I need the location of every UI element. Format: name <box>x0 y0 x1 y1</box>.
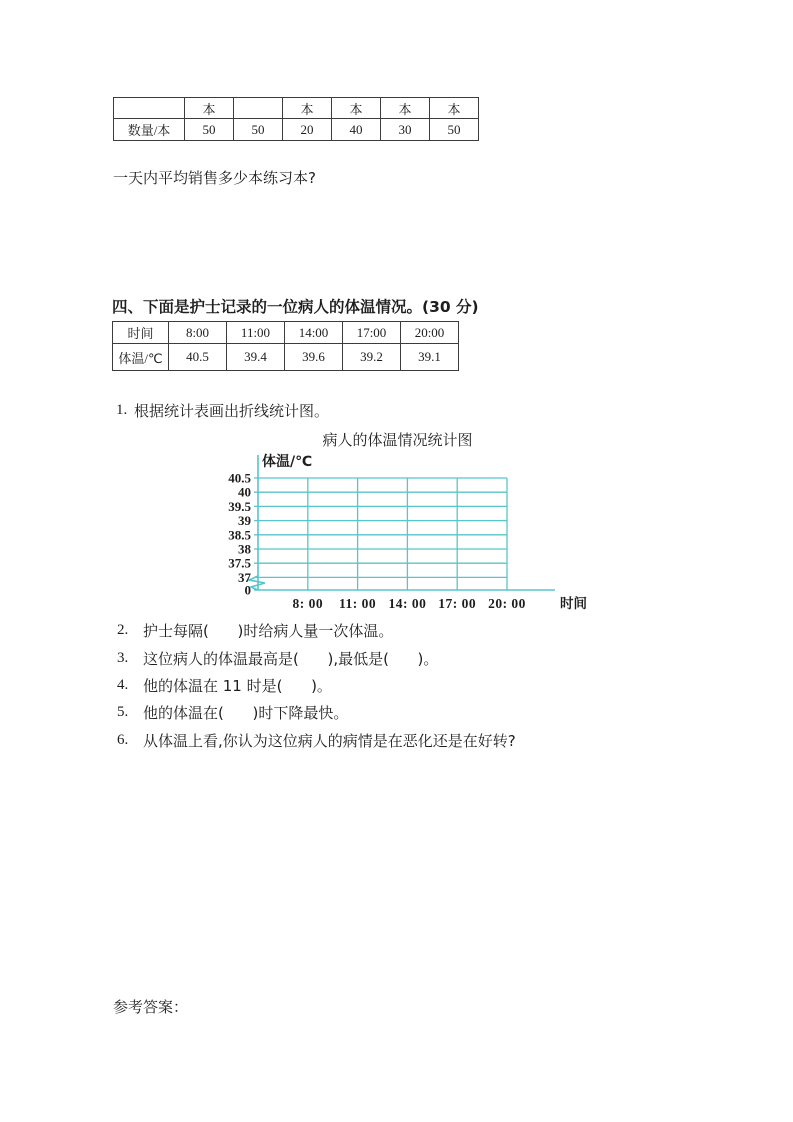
table-cell: 本 <box>185 98 234 119</box>
y-tick-label: 37 <box>238 569 251 585</box>
x-tick-label: 8: 00 <box>292 596 324 611</box>
table-cell <box>234 98 283 119</box>
table-cell: 数量/本 <box>114 119 185 141</box>
table-cell: 30 <box>381 119 430 141</box>
table-cell: 20:00 <box>401 322 459 344</box>
average-question-text: 一天内平均销售多少本练习本? <box>113 169 316 187</box>
x-tick-label: 11: 00 <box>339 596 377 611</box>
question-text: 从体温上看,你认为这位病人的病情是在恶化还是在好转? <box>143 731 516 750</box>
y-tick-label: 40.5 <box>228 470 251 486</box>
question-text: 护士每隔( )时给病人量一次体温。 <box>143 622 394 641</box>
table-row <box>113 322 459 344</box>
table-cell: 体温/℃ <box>113 344 169 371</box>
y-axis-label: 体温/℃ <box>262 454 313 470</box>
table-cell: 39.1 <box>401 344 459 371</box>
x-tick-label: 17: 00 <box>438 596 477 611</box>
table-cell: 40 <box>332 119 381 141</box>
table-cell: 时间 <box>113 322 169 344</box>
table-cell: 11:00 <box>227 322 285 344</box>
table-cell: 本 <box>283 98 332 119</box>
axis-break-mark <box>249 576 265 590</box>
table-cell: 14:00 <box>285 322 343 344</box>
question-number: 2. <box>117 622 129 639</box>
table-cell: 本 <box>381 98 430 119</box>
y-tick-label: 37.5 <box>228 555 251 571</box>
question-item <box>117 617 516 644</box>
table-row <box>113 344 459 371</box>
question-number: 1. <box>116 402 128 418</box>
table-cell: 50 <box>430 119 479 141</box>
table-row <box>114 98 479 119</box>
y-origin-label: 0 <box>244 582 251 598</box>
table-cell: 本 <box>430 98 479 119</box>
question-text: 根据统计表画出折线统计图。 <box>134 402 330 420</box>
y-tick-label: 38.5 <box>228 527 251 543</box>
question-number: 4. <box>117 676 129 693</box>
table-cell: 20 <box>283 119 332 141</box>
question-item <box>117 727 516 754</box>
question-text: 这位病人的体温最高是( ),最低是( )。 <box>143 649 439 668</box>
question-number: 5. <box>117 704 129 721</box>
question-number: 3. <box>117 649 129 666</box>
x-tick-label: 20: 00 <box>488 596 526 611</box>
temperature-record-table <box>112 321 459 371</box>
books-sold-table <box>113 97 479 141</box>
table-cell: 50 <box>234 119 283 141</box>
question-list <box>117 617 516 754</box>
y-tick-label: 39.5 <box>228 498 251 514</box>
answer-key-label: 参考答案： <box>113 998 189 1016</box>
x-axis-label: 时间 <box>560 596 587 612</box>
question-text: 他的体温在( )时下降最快。 <box>143 704 349 723</box>
table-cell: 39.6 <box>285 344 343 371</box>
table-cell: 本 <box>332 98 381 119</box>
question-text: 他的体温在 11 时是( )。 <box>143 676 332 695</box>
question-number: 6. <box>117 731 129 748</box>
temperature-line-chart-grid <box>225 448 595 620</box>
table-cell: 39.2 <box>343 344 401 371</box>
table-row <box>114 119 479 141</box>
table-cell: 8:00 <box>169 322 227 344</box>
y-tick-label: 39 <box>238 513 251 529</box>
table-cell: 39.4 <box>227 344 285 371</box>
y-tick-label: 38 <box>238 541 251 557</box>
table-cell: 50 <box>185 119 234 141</box>
table-cell: 17:00 <box>343 322 401 344</box>
question-1 <box>116 400 329 421</box>
question-item <box>117 699 516 726</box>
section4-heading: 四、下面是护士记录的一位病人的体温情况。(30 分) <box>112 298 479 316</box>
question-item <box>117 644 516 671</box>
y-tick-label: 40 <box>238 484 251 500</box>
x-tick-label: 14: 00 <box>388 596 427 611</box>
table-cell: 40.5 <box>169 344 227 371</box>
table-cell <box>114 98 185 119</box>
chart-title: 病人的体温情况统计图 <box>322 431 473 449</box>
question-item <box>117 672 516 699</box>
